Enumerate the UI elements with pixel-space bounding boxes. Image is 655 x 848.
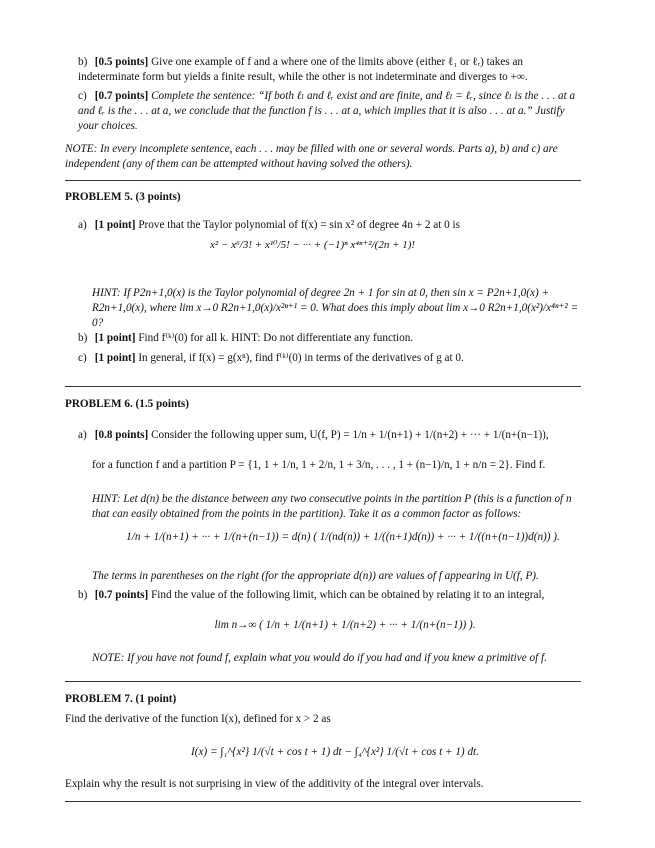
problem-6-hint-2: The terms in parentheses on the right (for the appropriate d(n)) are values of f appearing in U(f, P). — [92, 570, 539, 582]
integral-formula: I(x) = ∫₁^{x²} 1/(√t + cos t + 1) dt − ∫₄^{x²} 1/(√t + cos t + 1) dt. — [191, 746, 479, 758]
previous-part-b: b) [0.5 points] Give one example of f and a where one of the limits above (either ℓ₁ or ℓᵣ) takes an indeterminate form but yields a finite result, while the other is not indeterminate and diverges to +∞. — [78, 56, 528, 83]
problem-5-part-a: a) [1 point] Prove that the Taylor polynomial of f(x) = sin x² of degree 4n + 2 at 0 is — [78, 219, 460, 231]
problem-5-part-b: b) [1 point] Find f⁽ᵏ⁾(0) for all k. HINT: Do not differentiate any function. — [78, 332, 414, 344]
problem-6-partition: for a function f and a partition P = {1, 1 + 1/n, 1 + 2/n, 1 + 3/n, . . . , 1 + (n−1)/n, 1 + n/n = 2}. Find f. — [92, 459, 546, 471]
taylor-formula: x² − x⁶/3! + x¹⁰/5! − ··· + (−1)ⁿ x⁴ⁿ⁺²/(2n + 1)! — [210, 239, 416, 251]
previous-note: NOTE: In every incomplete sentence, each . . . may be filled with one or several words. Parts a), b) and c) are independent (any of them can be attempted without having solved the others). — [65, 143, 558, 170]
problem-5-hint: HINT: If P2n+1,0(x) is the Taylor polynomial of degree 2n + 1 for sin at 0, then sin x = P2n+1,0(x) + R2n+1,0(x), where lim x→0 R2n+1,0(x)/x²ⁿ⁺¹ = 0. What does this imply about lim x→0 R2n+1,0(x²)/x⁴ⁿ⁺² = 0? — [92, 287, 579, 329]
divider — [65, 801, 581, 802]
problem-5-title: PROBLEM 5. (3 points) — [65, 191, 181, 203]
problem-6-hint-formula: 1/n + 1/(n+1) + ··· + 1/(n+(n−1)) = d(n) ( 1/(nd(n)) + 1/((n+1)d(n)) + ··· + 1/((n+(n−1))d(n)) ). — [126, 531, 560, 543]
problem-7-title: PROBLEM 7. (1 point) — [65, 693, 177, 705]
previous-part-c: c) [0.7 points] Complete the sentence: “If both ℓₗ and ℓᵣ exist and are finite, and ℓₗ = ℓᵣ, since ℓₗ is the . . . at a and ℓᵣ is the . . . at a, we conclude that the function f is . . . at a, which implies that it is also . . . at a.” Justify your choices. — [78, 90, 576, 132]
problem-7-text: Find the derivative of the function I(x), defined for x > 2 as — [65, 713, 331, 725]
divider — [65, 386, 581, 387]
problem-7-explain: Explain why the result is not surprising in view of the additivity of the integral over intervals. — [65, 778, 484, 790]
limit-formula: lim n→∞ ( 1/n + 1/(n+1) + 1/(n+2) + ··· + 1/(n+(n−1)) ). — [214, 619, 476, 631]
divider — [65, 681, 581, 682]
divider — [65, 180, 581, 181]
problem-6-title: PROBLEM 6. (1.5 points) — [65, 398, 190, 410]
problem-5-part-c: c) [1 point] In general, if f(x) = g(xⁿ), find f⁽ᵏ⁾(0) in terms of the derivatives of g at 0. — [78, 352, 464, 364]
problem-6-hint: HINT: Let d(n) be the distance between any two consecutive points in the partition P (this is a function of n that can easily obtained from the points in the partition). Take it as a common factor as follows: — [92, 493, 572, 520]
problem-6-part-b: b) [0.7 points] Find the value of the following limit, which can be obtained by relating it to an integral, — [78, 589, 545, 601]
problem-6-part-a: a) [0.8 points] Consider the following upper sum, U(f, P) = 1/n + 1/(n+1) + 1/(n+2) + ··· + 1/(n+(n−1)), — [78, 429, 549, 441]
problem-6-note: NOTE: If you have not found f, explain what you would do if you had and if you knew a primitive of f. — [92, 652, 547, 664]
